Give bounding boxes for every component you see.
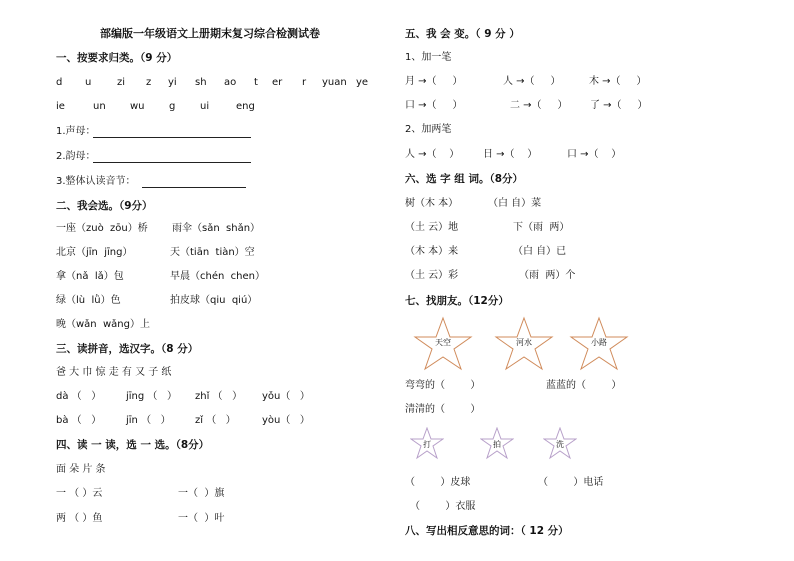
star-word: 洗 xyxy=(556,440,564,449)
measure-word-blank: 一（ ）叶 xyxy=(178,513,225,524)
word-choice: （白 自）已 xyxy=(513,246,567,257)
section-2-heading: 二、我会选。（9分） xyxy=(56,200,153,212)
pinyin-item: un xyxy=(93,101,106,112)
star-shape xyxy=(480,427,514,460)
star-shape xyxy=(543,427,577,460)
stroke-blank: 木 →（ ） xyxy=(589,76,647,87)
star-shape xyxy=(493,316,555,372)
section-4-heading: 四、读 一 读，选 一 选。（8分） xyxy=(56,439,210,451)
section-3-heading: 三、读拼音，选汉字。（8 分） xyxy=(56,343,199,355)
pinyin-item: d xyxy=(56,77,63,88)
match-blank: 清清的（ ） xyxy=(405,404,481,415)
stroke-blank: 二 →（ ） xyxy=(510,100,568,111)
pinyin-item: sh xyxy=(195,77,207,88)
word-choice: （土 云）地 xyxy=(405,222,459,233)
pinyin-blank: yǒu（ ） xyxy=(262,391,310,402)
pinyin-item: ye xyxy=(356,77,369,88)
star-word: 河水 xyxy=(516,338,532,347)
choice-item: 拍皮球（qiu qiú） xyxy=(170,295,258,306)
choice-item: 绿（lù lǜ）色 xyxy=(56,295,121,306)
star-shape xyxy=(568,316,630,372)
choice-item: 雨伞（sǎn shǎn） xyxy=(172,223,261,234)
section-7-heading: 七、找朋友。（12分） xyxy=(405,295,509,307)
stroke-blank: 月 →（ ） xyxy=(405,76,463,87)
syllables-answer-line[interactable] xyxy=(142,187,246,188)
pinyin-item: ao xyxy=(224,77,237,88)
add-one-stroke-label: 1、加一笔 xyxy=(405,52,452,63)
word-choice: （雨 两）个 xyxy=(519,270,576,281)
stroke-blank: 人 →（ ） xyxy=(503,76,561,87)
star-word: 小路 xyxy=(591,338,607,347)
star-word: 天空 xyxy=(435,338,451,347)
character-options: 爸 大 巾 惊 走 有 又 子 纸 xyxy=(56,367,172,378)
choice-item: 晚（wǎn wǎng）上 xyxy=(56,319,150,330)
word-choice: 树（木 本） xyxy=(405,198,459,209)
pinyin-item: er xyxy=(272,77,283,88)
pinyin-blank: zǐ （ ） xyxy=(195,415,236,426)
section-6-heading: 六、选 字 组 词。（8分） xyxy=(405,173,524,185)
pinyin-item: u xyxy=(85,77,92,88)
page-title: 部编版一年级语文上册期末复习综合检测试卷 xyxy=(100,27,320,40)
syllables-label: 3.整体认读音节： xyxy=(56,176,136,187)
stroke-blank: 口 →（ ） xyxy=(567,149,622,160)
stroke-blank: 人 →（ ） xyxy=(405,149,460,160)
pinyin-blank: yòu（ ） xyxy=(262,415,310,426)
pinyin-item: ui xyxy=(200,101,210,112)
initials-label: 1.声母： xyxy=(56,126,96,137)
choice-item: 天（tiān tiàn）空 xyxy=(170,247,255,258)
pinyin-item: eng xyxy=(236,101,255,112)
word-choice: 下（雨 两） xyxy=(513,222,570,233)
measure-word-blank: 一（ ）旗 xyxy=(178,488,225,499)
pinyin-item: ie xyxy=(56,101,65,112)
measure-word-blank: 一 （ ）云 xyxy=(56,488,103,499)
stroke-blank: 日 →（ ） xyxy=(483,149,538,160)
pinyin-item: g xyxy=(169,101,176,112)
choice-item: 北京（jīn jīng） xyxy=(56,247,133,258)
pinyin-item: wu xyxy=(130,101,145,112)
pinyin-blank: bà （ ） xyxy=(56,415,102,426)
pinyin-blank: dà （ ） xyxy=(56,391,102,402)
choice-item: 早晨（chén chen） xyxy=(170,271,266,282)
initials-answer-line[interactable] xyxy=(93,137,251,138)
star-word: 打 xyxy=(423,440,431,449)
pinyin-item: zi xyxy=(117,77,126,88)
word-choice: （白 自）菜 xyxy=(488,198,542,209)
pinyin-item: yuan xyxy=(322,77,347,88)
star-shape xyxy=(412,316,474,372)
finals-label: 2.韵母： xyxy=(56,151,96,162)
pinyin-item: z xyxy=(146,77,152,88)
pinyin-item: yi xyxy=(168,77,177,88)
pinyin-blank: jīn （ ） xyxy=(126,415,171,426)
add-two-strokes-label: 2、加两笔 xyxy=(405,124,452,135)
pinyin-item: t xyxy=(254,77,258,88)
pinyin-item: r xyxy=(302,77,307,88)
section-5-heading: 五、我 会 变。（ 9 分 ） xyxy=(405,28,520,40)
star-word: 拍 xyxy=(493,440,501,449)
match-blank: （ ）电话 xyxy=(538,477,604,488)
stroke-blank: 了 →（ ） xyxy=(590,100,648,111)
stroke-blank: 口 →（ ） xyxy=(405,100,463,111)
measure-word-blank: 两 （ ）鱼 xyxy=(56,513,103,524)
match-blank: （ ）衣服 xyxy=(410,501,476,512)
choice-item: 一座（zuò zōu）桥 xyxy=(56,223,148,234)
finals-answer-line[interactable] xyxy=(93,162,251,163)
word-choice: （土 云）彩 xyxy=(405,270,459,281)
pinyin-blank: jīng （ ） xyxy=(126,391,177,402)
star-shape xyxy=(410,427,444,460)
section-8-heading: 八、写出相反意思的词：（ 12 分） xyxy=(405,525,569,537)
match-blank: （ ）皮球 xyxy=(405,477,471,488)
pinyin-blank: zhǐ （ ） xyxy=(195,391,243,402)
measure-word-options: 面 朵 片 条 xyxy=(56,464,106,475)
match-blank: 蓝蓝的（ ） xyxy=(546,380,622,391)
choice-item: 拿（nǎ lǎ）包 xyxy=(56,271,124,282)
match-blank: 弯弯的（ ） xyxy=(405,380,481,391)
section-1-heading: 一、按要求归类。（9 分） xyxy=(56,52,178,64)
word-choice: （木 本）来 xyxy=(405,246,459,257)
